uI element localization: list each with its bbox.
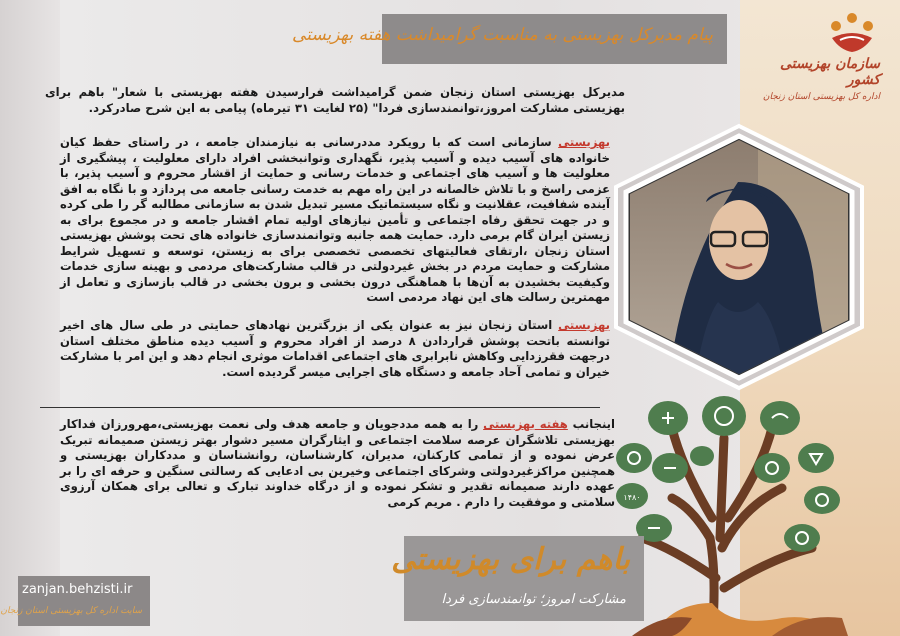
tree-illustration xyxy=(612,388,848,636)
title-band xyxy=(292,14,727,64)
slogan-sub: مشارکت امروز؛ توانمندسازی فردا xyxy=(441,592,626,607)
org-title: سازمان بهزیستی کشور xyxy=(779,56,880,88)
portrait-photo xyxy=(608,122,870,392)
org-department: اداره کل بهزیستی استان زنجان xyxy=(762,92,880,102)
website-url[interactable]: zanjan.behzisti.ir xyxy=(22,582,133,597)
leaf xyxy=(702,396,746,436)
paragraph-3 xyxy=(60,417,615,510)
highlight-week: هفته بهزیستی xyxy=(483,417,568,431)
paragraph-3-before: اینجانب xyxy=(567,417,616,431)
slogan-band xyxy=(391,536,644,621)
paragraph-1 xyxy=(60,135,610,306)
paragraph-1-text: سازمانی است که با رویکرد مددرسانی به نیازمندان جامعه ، در راستای حفظ کیان خانواده های آسیب دیده و آسیب پذیر، نگهداری وتوانبخشی افراد دارای معلولیت ، پیشگیری از معلولیت ها و آسیب های اجتماعی و خدمات رسانی و حمایت از اقشار محروم و آسیب پذیر، با عزمی راسخ و با تلاش خالصانه در این راه مهم به خدمت رسانی جامعه می پردازد و با نگاه به افق آینده شفافیت، عقلانیت و نگاه سیستماتیک مسیر تبدیل شدن به سازمانی مطالبه گر را طی کرده و در جهت تحقق رفاه اجتماعی و تأمین نیازهای اولیه تمام اقشار جامعه و در مجموع برای به زیستن ایران گام برمی دارد. حمایت همه جانبه وتوانمندسازی خانواده های تحت پوشش بهزیستی استان زنجان ،ارتقای فعالیتهای تخصصی تخصصی برای به زیستن، توسعه و تسهیل شرایط مشارکت و حمایت مردم در بخش غیردولتی در قالب مشارکت‌های مردمی و بهینه سازی خدمات وکیفیت بخشیدن به آن‌ها با هماهنگی درون بخشی و برون بخشی در قالب بازسازی و تعامل از مهمترین رسالت های این نهاد مردمی است xyxy=(60,135,610,304)
page-title: پیام مدیرکل بهزیستی به مناسبت گرامیداشت هفته بهزیستی xyxy=(292,25,713,45)
highlight-behzisti: بهزیستی xyxy=(558,135,610,149)
paragraph-3-text: را به همه مددجویان و جامعه هدف ولی نعمت بهزیستی،مهرورزان فداکار بهزیستی تلاشگران عرصه سلامت اجتماعی و ایثارگران مسیر دشوار بهتر زیستن صمیمانه تبریک عرض نموده و از تمامی کارکنان، مدیران، کارشناسان، روانشناسان و مددکاران بهزیستی و همچنین مراکزغیردولتی وشرکای اجتماعی وخیرین بی ادعایی که رسالتی سنگین و حرفه ای را بر عهده دارند صمیمانه تقدیر و تشکر نموده و از درگاه خداوند تبارک و تعالی برای همکان آرزوی سلامتی و موفقیت را دارم . مریم کرمی xyxy=(60,417,615,509)
website-caption: سایت اداره کل بهزیستی استان زنجان xyxy=(0,606,142,616)
divider xyxy=(40,407,600,408)
slogan-main: باهم برای بهزیستی xyxy=(391,542,630,577)
highlight-behzisti-2: بهزیستی xyxy=(558,318,610,332)
organization-name xyxy=(762,56,880,102)
hotline-number: ۱۴۸۰ xyxy=(623,493,641,502)
paragraph-2-text: استان زنجان نیز به عنوان یکی از بزرگترین نهادهای حمایتی در طی سال های اخیر توانسته باتحت پوشش قراردادن ۸ درصد از افراد محروم و آسیب دیده مناطق مختلف استان درجهت فقرزدایی وکاهش نابرابری های اجتماعی اقدامات موثری انجام دهد و این امر با مشارکت خیران و تمامی آحاد جامعه و دستگاه های اجرایی میسر گردیده است. xyxy=(60,318,611,379)
intro-paragraph: مدیرکل بهزیستی استان زنجان ضمن گرامیداشت فرارسیدن هفته بهزیستی با شعار" باهم برای بهزیستی مشارکت امروز،توانمندسازی فردا" (۲۵ لغایت ۳۱ تیرماه) پیامی به این شرح صادرکرد. xyxy=(45,85,625,115)
paragraph-2 xyxy=(60,318,610,380)
website-box xyxy=(0,576,150,626)
